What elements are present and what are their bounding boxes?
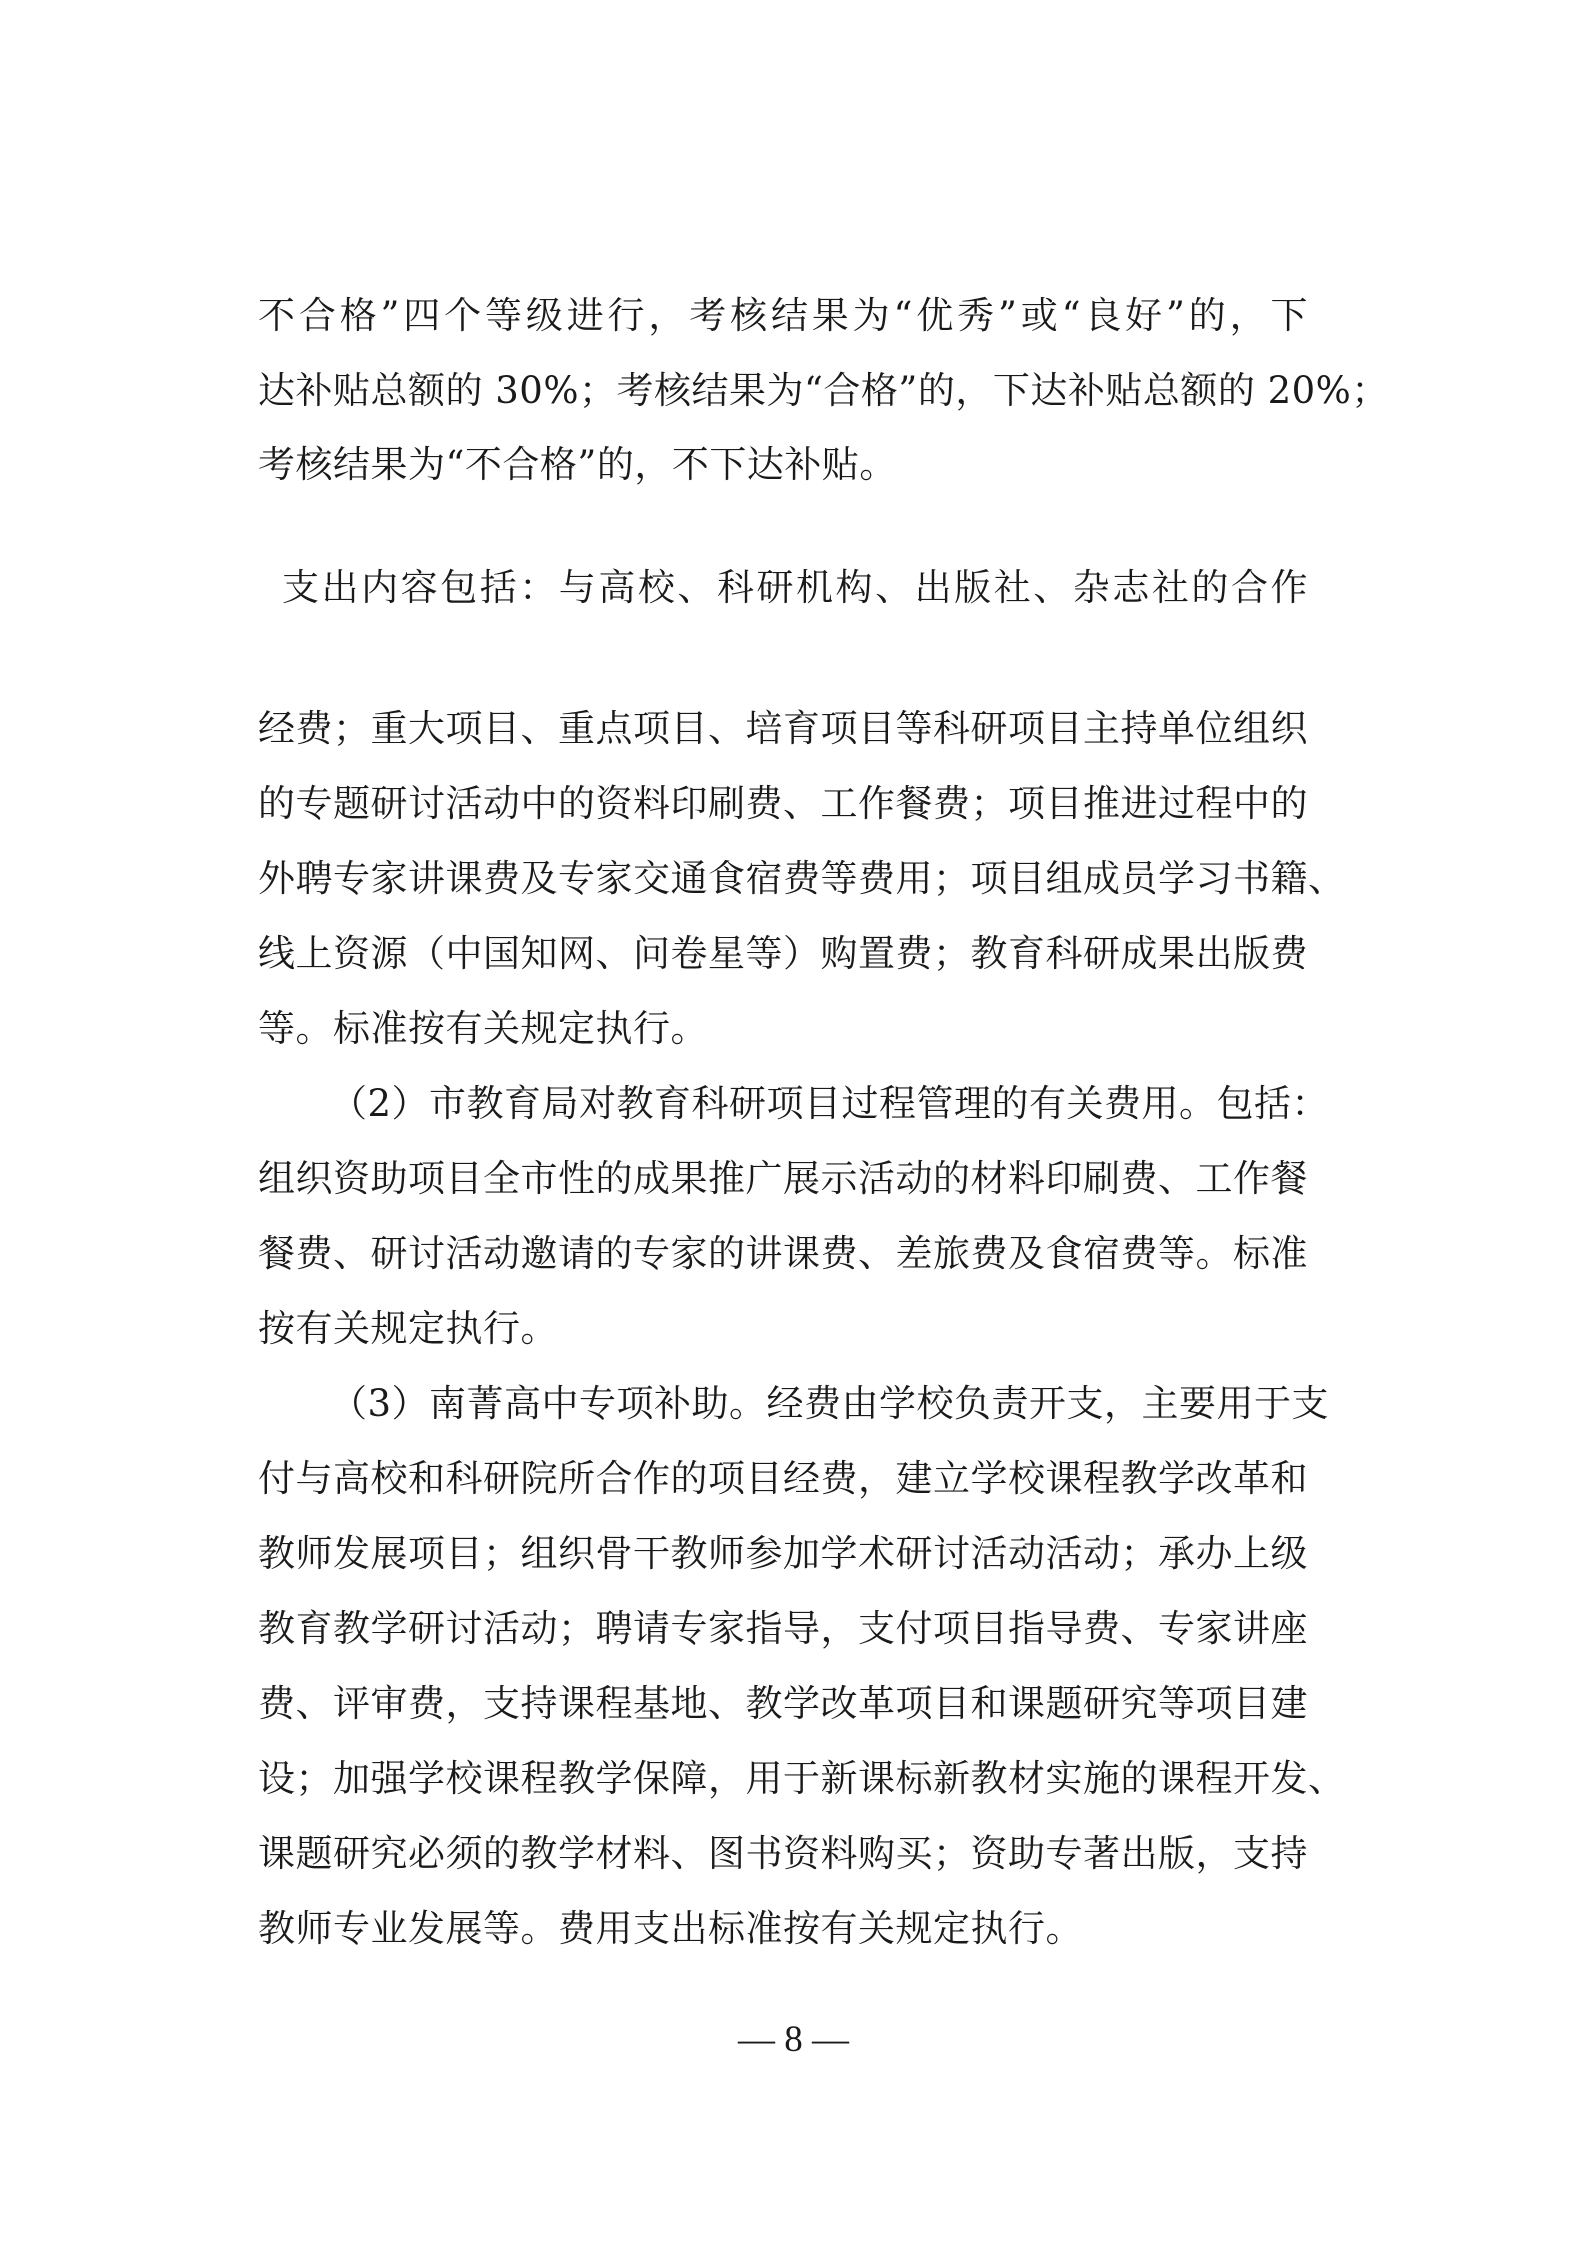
paragraph-5-line-6: 设；加强学校课程教学保障，用于新课标新教材实施的课程开发、 bbox=[258, 1757, 1346, 1800]
paragraph-1-line-2: 达补贴总额的 30%；考核结果为“合格”的，下达补贴总额的 20%； bbox=[258, 369, 1389, 412]
paragraph-5-line-5: 费、评审费，支持课程基地、教学改革项目和课题研究等项目建 bbox=[258, 1682, 1308, 1725]
paragraph-4-line-1: （2）市教育局对教育科研项目过程管理的有关费用。包括： bbox=[330, 1082, 1330, 1125]
paragraph-3-line-3: 外聘专家讲课费及专家交通食宿费等费用；项目组成员学习书籍、 bbox=[258, 857, 1346, 900]
paragraph-3-line-1: 经费；重大项目、重点项目、培育项目等科研项目主持单位组织 bbox=[258, 707, 1308, 750]
paragraph-3-line-5: 等。标准按有关规定执行。 bbox=[258, 1007, 708, 1050]
paragraph-3-line-4: 线上资源（中国知网、问卷星等）购置费；教育科研成果出版费 bbox=[258, 932, 1308, 975]
paragraph-5-line-1: （3）南菁高中专项补助。经费由学校负责开支，主要用于支 bbox=[330, 1382, 1330, 1425]
paragraph-1-line-1: 不合格”四个等级进行，考核结果为“优秀”或“良好”的，下 bbox=[258, 294, 1308, 337]
paragraph-5-line-8: 教师专业发展等。费用支出标准按有关规定执行。 bbox=[258, 1907, 1083, 1950]
page-number: — 8 — bbox=[738, 2019, 849, 2060]
paragraph-4-line-3: 餐费、研讨活动邀请的专家的讲课费、差旅费及食宿费等。标准 bbox=[258, 1232, 1308, 1275]
paragraph-2-line-1: 支出内容包括：与高校、科研机构、出版社、杂志社的合作 bbox=[282, 566, 1308, 609]
paragraph-5-line-2: 付与高校和科研院所合作的项目经费，建立学校课程教学改革和 bbox=[258, 1457, 1308, 1500]
paragraph-4-line-4: 按有关规定执行。 bbox=[258, 1307, 558, 1350]
paragraph-3-line-2: 的专题研讨活动中的资料印刷费、工作餐费；项目推进过程中的 bbox=[258, 782, 1308, 825]
paragraph-5-line-3: 教师发展项目；组织骨干教师参加学术研讨活动活动；承办上级 bbox=[258, 1532, 1308, 1575]
paragraph-4-line-2: 组织资助项目全市性的成果推广展示活动的材料印刷费、工作餐 bbox=[258, 1157, 1308, 1200]
paragraph-5-line-7: 课题研究必须的教学材料、图书资料购买；资助专著出版，支持 bbox=[258, 1832, 1308, 1875]
paragraph-5-line-4: 教育教学研讨活动；聘请专家指导，支付项目指导费、专家讲座 bbox=[258, 1607, 1308, 1650]
paragraph-1-line-3: 考核结果为“不合格”的，不下达补贴。 bbox=[258, 443, 897, 486]
